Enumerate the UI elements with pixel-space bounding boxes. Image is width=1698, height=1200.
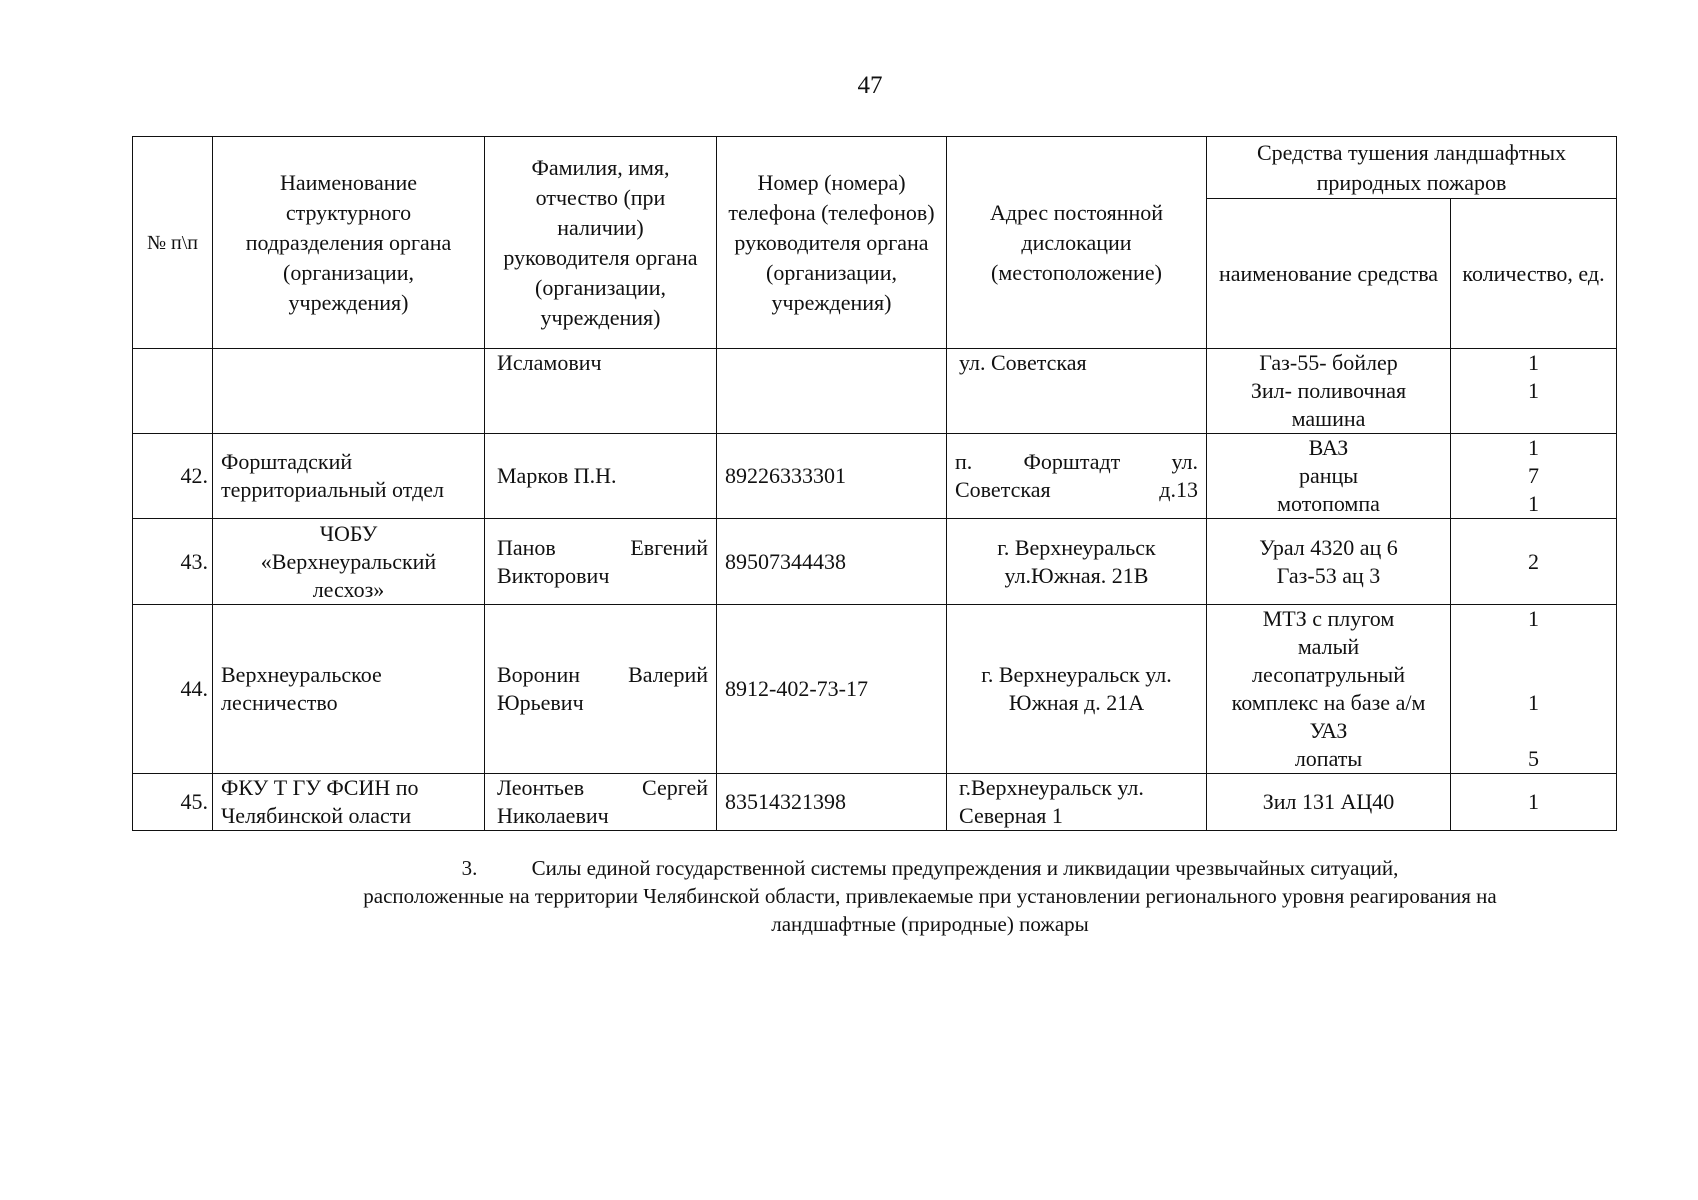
means-item: Урал 4320 ац 6	[1259, 534, 1398, 560]
row-qty	[1451, 349, 1617, 434]
table-row	[133, 774, 1617, 831]
page-number: 47	[857, 72, 883, 99]
means-item: Зил- поливочная	[1250, 378, 1407, 403]
row-address: г. Верхнеуральск ул. Южная д. 21А	[947, 605, 1207, 774]
row-phone: 8912-402-73-17	[717, 605, 947, 774]
section-text-3: ландшафтные (природные) пожары	[771, 912, 1089, 936]
row-org: Форштадский территориальный отдел	[213, 434, 485, 519]
row-head: Марков П.Н.	[485, 434, 717, 519]
row-org: ЧОБУ «Верхнеуральский лесхоз»	[213, 519, 485, 605]
row-phone: 89226333301	[717, 434, 947, 519]
row-means	[1207, 349, 1451, 434]
row-head: Исламович	[485, 349, 717, 434]
table-row	[133, 605, 1617, 774]
row-qty	[1451, 605, 1617, 774]
row-org: ФКУ Т ГУ ФСИН по Челябинской оласти	[213, 774, 485, 831]
means-item: Газ-53 ац 3	[1276, 562, 1381, 588]
qty-item: 1	[1528, 435, 1539, 460]
section-text-1: Силы единой государственной системы предупреждения и ликвидации чрезвычайных ситуаций,	[531, 856, 1399, 880]
header-head: Фамилия, имя, отчество (при наличии) руководителя органа (организации, учреждения)	[485, 137, 717, 349]
row-address: ул. Советская	[947, 349, 1207, 434]
header-means-group: Средства тушения ландшафтных природных пожаров	[1207, 137, 1617, 199]
means-item: мотопомпа	[1277, 491, 1380, 516]
section-text-2: расположенные на территории Челябинской области, привлекаемые при установлении регионального уровня реагирования на	[363, 884, 1497, 908]
row-org: Верхнеуральское лесничество	[213, 605, 485, 774]
row-qty	[1451, 434, 1617, 519]
qty-item: 5	[1528, 746, 1539, 771]
row-qty	[1451, 774, 1617, 831]
row-head: Леонтьев Сергей Николаевич	[485, 774, 717, 831]
row-address: г.Верхнеуральск ул. Северная 1	[947, 774, 1207, 831]
row-means	[1207, 605, 1451, 774]
qty-item: 1	[1528, 789, 1539, 814]
header-org: Наименование структурного подразделения органа (организации, учреждения)	[213, 137, 485, 349]
forces-table	[132, 136, 1617, 831]
header-means-qty: количество, ед.	[1451, 199, 1617, 349]
row-qty	[1451, 519, 1617, 605]
table-row	[133, 349, 1617, 434]
row-address: г. Верхнеуральск ул.Южная. 21В	[947, 519, 1207, 605]
row-org	[213, 349, 485, 434]
means-item: Газ-55- бойлер	[1259, 350, 1398, 375]
qty-item	[1459, 661, 1608, 689]
means-item: машина	[1291, 406, 1366, 431]
qty-item	[1459, 405, 1608, 433]
table-row	[133, 434, 1617, 519]
row-address: п. Форштадт ул. Советская д.13	[947, 434, 1207, 519]
row-num: 44.	[133, 605, 213, 774]
qty-item: 1	[1528, 350, 1539, 375]
row-num: 45.	[133, 774, 213, 831]
row-num: 43.	[133, 519, 213, 605]
means-item: лопаты	[1294, 746, 1363, 771]
row-head: Панов Евгений Викторович	[485, 519, 717, 605]
means-item: Зил 131 АЦ40	[1262, 789, 1395, 814]
means-item: ранцы	[1298, 463, 1359, 488]
row-phone	[717, 349, 947, 434]
section-heading	[210, 854, 1650, 938]
means-item: МТЗ с плугом	[1262, 606, 1395, 631]
means-item: лесопатрульный	[1252, 662, 1405, 687]
row-num	[133, 349, 213, 434]
header-phone: Номер (номера) телефона (телефонов) руководителя органа (организации, учреждения)	[717, 137, 947, 349]
row-means	[1207, 519, 1451, 605]
row-means	[1207, 434, 1451, 519]
row-head: Воронин Валерий Юрьевич	[485, 605, 717, 774]
means-item: комплекс на базе а/м	[1231, 690, 1426, 715]
qty-item	[1459, 717, 1608, 745]
table-row	[133, 519, 1617, 605]
section-line-1	[210, 854, 1650, 882]
header-num: № п\п	[133, 137, 213, 349]
qty-item: 7	[1528, 463, 1539, 488]
qty-item: 1	[1528, 690, 1539, 715]
qty-item: 1	[1528, 491, 1539, 516]
header-address: Адрес постоянной дислокации (местоположение)	[947, 137, 1207, 349]
row-means	[1207, 774, 1451, 831]
header-means-name: наименование средства	[1207, 199, 1451, 349]
means-item: УАЗ	[1309, 718, 1348, 743]
row-phone: 89507344438	[717, 519, 947, 605]
qty-item	[1459, 633, 1608, 661]
qty-item: 1	[1528, 606, 1539, 631]
row-num: 42.	[133, 434, 213, 519]
means-item: ВАЗ	[1308, 435, 1349, 460]
qty-item: 2	[1528, 548, 1539, 574]
row-phone: 83514321398	[717, 774, 947, 831]
qty-item: 1	[1528, 378, 1539, 403]
section-number: 3.	[461, 856, 478, 880]
means-item: малый	[1297, 634, 1360, 659]
